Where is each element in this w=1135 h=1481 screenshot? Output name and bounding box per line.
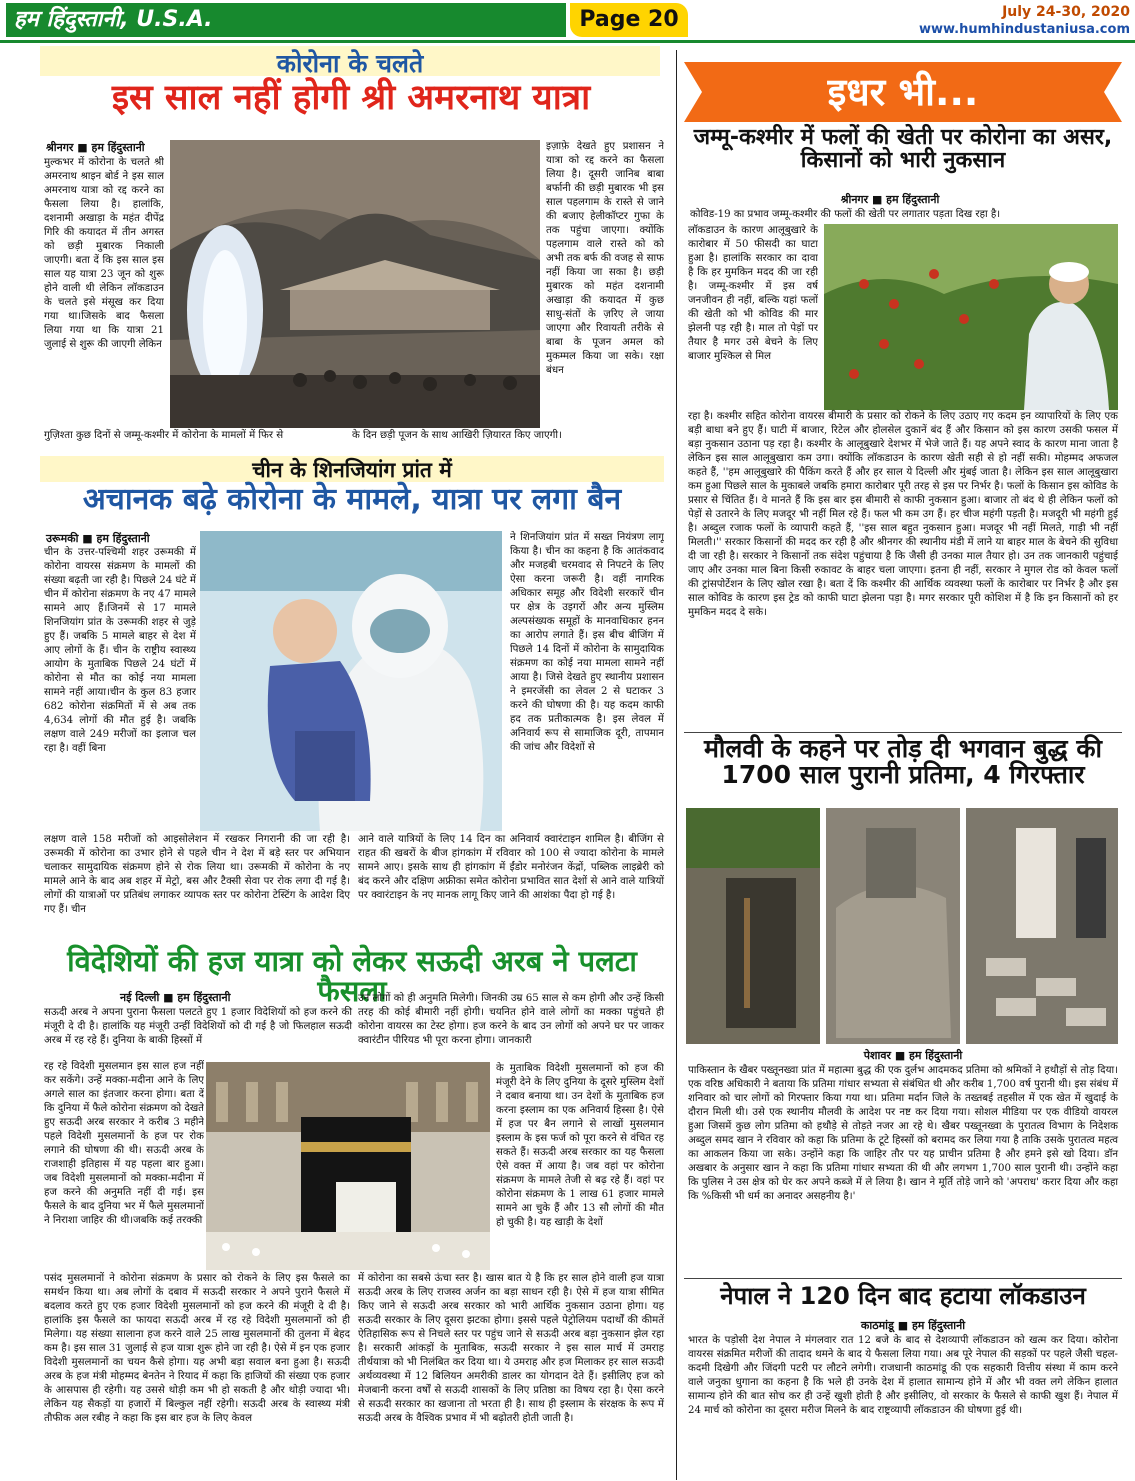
kaaba-illustration: [206, 1062, 490, 1270]
story3-top-right: उन लोगों को ही अनुमति मिलेगी। जिनकी उम्र 65 साल से कम होगी और उन्हें किसी तरह की कोई बीमारी नहीं होगी। चयनित होने वाले लोगों का मक्का पहुंचते ही कोरोना वायरस का टेस्ट होगा। हज करने के बाद उन लोगों को अपने घर पर जाकर क्वारंटीन पीरियड भी पूरा करना होगा। जानकारी: [358, 993, 664, 1046]
sidebar-story2-headline: मौलवी के कहने पर तोड़ दी भगवान बुद्ध की 1700 साल पुरानी प्रतिमा, 4 गिरफ्तार: [703, 734, 1103, 790]
story3-col3: के मुताबिक विदेशी मुसलमानों को हज की मंजूरी देने के लिए दुनिया के दूसरे मुस्लिम देशों ने दबाव बनाया था। उन देशों के मुताबिक हज करना इस्लाम का एक अनिवार्य हिस्सा है। ऐसे में हज पर बैन लगाने से लाखों मुसलमान इस्लाम के इस फर्ज को पूरा करने से वंचित रह सकते हैं। सऊदी अरब सरकार का यह फैसला ऐसे वक्त में आया है। जब वहां पर कोरोना संक्रमण के मामले तेजी से बढ़ रहे हैं। वहां पर कोरोना संक्रमण के 1 लाख 61 हजार मामले सामने आ चुके हैं और 13 सौ लोगों की मौत हो चुकी है। यह खाड़ी के देशों: [496, 1063, 664, 1228]
story3-col1: रह रहे विदेशी मुसलमान इस साल हज नहीं कर सकेंगे। उन्हें मक्का-मदीना आने के लिए अगले साल का इंतजार करना होगा। बता दें कि दुनिया में फैले कोरोना संक्रमण को देखते हुए सऊदी अरब सरकार ने करीब 3 महीने पहले विदेशी मुसलमानों के हज पर रोक लगाने की घोषणा की थी। सऊदी अरब के राजशाही इतिहास में यह पहला बार हुआ। जब विदेशी मुसलमानों को मक्का-मदीना में हज करने की अनुमति नहीं दी गई। इस फैसले के बाद दुनिया भर में फैले मुसलमानों ने निराशा जाहिर की थी।जबकि कई तरक्की: [44, 1061, 204, 1226]
masthead-rule: [0, 40, 1135, 43]
story1-bottom-left: गुज़िश्ता कुछ दिनों से जम्मू-कश्मीर में कोरोना के मामलों में फिर से: [44, 430, 284, 441]
sidebar-rule-2: [684, 1278, 1122, 1279]
ppe-worker-illustration: [200, 531, 502, 831]
fruit-orchard-illustration: [824, 224, 1118, 410]
story2-kicker: चीन के शिनजियांग प्रांत में: [252, 458, 452, 482]
story2-headline: अचानक बढ़े कोरोना के मामले, यात्रा पर लगा बैन: [82, 482, 622, 517]
sidebar-story3-body: भारत के पड़ोसी देश नेपाल ने मंगलवार रात 12 बजे के बाद से देशव्यापी लॉकडाउन को खत्म कर दिया। कोरोना वायरस संक्रमित मरीजों की तादाद थमने के बाद ये फैसला लिया गया। अब पूरे नेपाल की सड़कों पर पहले जैसी चहल-कदमी दिखेगी और जिंदगी पटरी पर लौटने लगेगी। राजधानी काठमांडू की एक सहकारी वित्तीय संस्था में काम करने वाले जनुका धुगाना का कहना है कि भले ही उनके देश में हालात सामान्य होने में और भी वक्त लगे लेकिन हालात सामान्य होने की बात सोच कर ही उन्हें खुशी होती है और इसीलिए, वो सरकार के फैसले से काफी खुश हैं। नेपाल में 24 मार्च को कोरोना का दूसरा मरीज मिलने के बाद राष्ट्रव्यापी लॉकडाउन की घोषणा हुई थी।: [688, 1335, 1118, 1416]
story2-bottom-right: आने वाले यात्रियों के लिए 14 दिन का अनिवार्य क्वारंटाइन शामिल है। बीजिंग से राहत की खबरों के बीज हांगकांग में रविवार को 100 से ज्यादा कोरोना के मामले सामने आए। इसके साथ ही हांगकांग में ईंडोर मनोरंजन केंद्रों, पब्लिक लाइब्रेरी को बंद करने और दक्षिण अफ्रीका समेत कोरोना प्रभावित सात देशों से आने वाले यात्रियों पर क्वारंटाइन के नए मानक लागू किए जाने की आशंका पैदा हो गई है।: [358, 834, 664, 901]
sidebar-banner-title: इधर भी...: [827, 70, 979, 114]
amarnath-cave-photo: [170, 140, 540, 428]
kaaba-photo: [206, 1062, 490, 1270]
story3-bottom-right: में कोरोना का सबसे ऊंचा स्तर है। खास बात ये है कि हर साल होने वाली हज यात्रा सऊदी अरब के लिए राजस्व अर्जन का बड़ा साधन रही है। ऐसे में हज यात्रा सीमित किए जाने से सऊदी अरब सरकार को भारी आर्थिक नुकसान उठाना होगा। यह सऊदी सरकार के लिए दूसरा झटका होगा। इससे पहले पेट्रोलियम पदार्थों की कीमतें ऐतिहासिक रूप से निचले स्तर पर पहुंच जाने से सऊदी अरब बड़ा नुकसान झेल रहा है। सरकारी आंकड़ों के मुताबिक, सऊदी सरकार ने इस साल मार्च में उमराह तीर्थयात्रा को भी निलंबित कर दिया था। ये उमराह और हज मिलाकर हर साल सऊदी अर्थव्यवस्था में 12 बिलियन अमरीकी डालर का योगदान देते हैं। इसीलिए हज को मेजबानी करना वर्षों से सऊदी शासकों के लिए प्रतिष्ठा का विषय रहा है। ऐसा करने से सऊदी सरकार का खजाना तो भरता ही है। साथ ही इस्लाम के संरक्षक के रूप में सऊदी अरब के वैश्विक प्रभाव में भी बढ़ोतरी होती जाती है।: [358, 1273, 664, 1424]
issue-date: July 24-30, 2020: [1002, 4, 1130, 20]
fruit-picking-photo: [824, 224, 1118, 410]
ppe-worker-child-photo: [200, 531, 502, 831]
story3-byline: नई दिल्ली ■ हम हिंदुस्तानी: [120, 991, 231, 1004]
story3-top-left: सऊदी अरब ने अपना पुराना फैसला पलटते हुए 1 हजार विदेशियों को हज करने की मंजूरी दे दी है। हालांकि यह मंजूरी उन्हीं विदेशियों को दी गई है जो फिलहाल सऊदी अरब में रह रहे हैं। दुनिया के बाकी हिस्सों में: [44, 1007, 352, 1046]
story1-bottom-right: के दिन छड़ी पूजन के साथ आखिरी ज़ियारत किए जाएगी।: [352, 430, 562, 441]
sidebar-rule-1: [684, 732, 1122, 733]
sidebar-banner: [684, 62, 1122, 122]
sidebar-story1-byline: श्रीनगर ■ हम हिंदुस्तानी: [840, 193, 940, 206]
sidebar-story1-lead: कोविड-19 का प्रभाव जम्मू-कश्मीर की फलों की खेती पर लगातार पड़ता दिख रहा है।: [690, 209, 1001, 220]
story1-byline: श्रीनगर ■ हम हिंदुस्तानी: [46, 141, 145, 154]
story1-col3: इज़ाफ़े देखते हुए प्रशासन ने यात्रा को रद्द करने का फैसला लिया है। दूसरी जानिब बाबा बर्फानी की छड़ी मुबारक भी इस साल पहलगाम के रास्ते से जाने की बजाए हेलीकॉप्टर गुफा के तक पहुंचा जाएगा। क्योंकि पहलगाम वाले रास्ते को को अभी तक बर्फ की वजह से साफ नहीं किया जा सका है। छड़ी मुबारक को महंत दशनामी अखाड़ा की कयादत में कुछ साधु-संतों के ज़रिए ले जाया जाएगा और रिवायती तरीके से बाबा के पूजन अमल को मुकम्मल किया जा सके। रक्षा बंधन: [546, 141, 664, 376]
sidebar-story3-byline: काठमांडू ■ हम हिंदुस्तानी: [860, 1319, 966, 1332]
sidebar-story1-col: लॉकडाउन के कारण आलूबुखारे के कारोबार में 50 फीसदी का घाटा हुआ है। हालांकि सरकार का दावा है कि हर मुमकिन मदद की जा रही है। जम्मू-कश्मीर में इस वर्ष जनजीवन ही नहीं, बल्कि यहां फलों की खेती को भी कोविड की मार झेलनी पड़ रही है। माल तो पेड़ों पर तैयार है मगर उसे बेचने के लिए बाजार मुश्किल से मिल: [688, 225, 818, 362]
page-number: Page 20: [570, 3, 688, 37]
sidebar-story1-body: रहा है। कश्मीर सहित कोरोना वायरस बीमारी के प्रसार को रोकने के लिए उठाए गए कदम इन व्यापारियों के लिए एक बड़ी बाधा बने हुए हैं। घाटी में बाजार, रिटेल और होलसेल दुकानें बंद हैं और किसान को इस कारण उसकी फसल में बड़ा नुकसान उठाना पड़ रहा है। कश्मीर के आलूबुखारे देशभर में भेजे जाते हैं। यह अपने स्वाद के कारण माना जाता है लेकिन इस साल आलूबुखारा कम उगा। क्योंकि लॉकडाउन के कारण खेती सही से हो नहीं सकी। मोहम्मद अफजल कहते हैं, ''हम आलूबुखारे की पैकिंग करते हैं और हर साल ये दिल्ली और मुंबई जाता है। लेकिन इस साल आलूबुखारा कम हुआ पिछले साल के मुकाबले जबकि हमारा कारोबार पूरी तरह से इस पर निर्भर है। फलों के किसान इस कोविड के प्रसार से चिंतित हैं। वे मानते हैं कि इस बार इस बीमारी से काफी नुकसान हुआ। बाजार तो बंद थे ही लेकिन फलों को पेड़ों से उतारने के लिए मजदूर भी नहीं मिल रहे हैं। फल भी कम उग हैं। हर चीज महंगी पड़ती है। मजदूरी भी महंगी हुई है। अब्दुल रजाक फलों के व्यापारी कहते हैं, ''इस साल बहुत नुकसान हुआ। मजदूर भी नहीं मिलते, गाड़ी भी नहीं मिलती।'' सरकार किसानों की मदद कर रही है और श्रीनगर की स्थानीय मंडी में लाने या बाहर माल के बेचने की सुविधा दी जा रही है। सरकार ने किसानों तक संदेश पहुंचाया है कि जैसी ही उनका माल तैयार हो। उन तक जानकारी पहुंचाई जाए और उनका माल बिना किसी रुकावट के बाहर चला जाएगा। इतना ही नहीं, सरकार ने मुगल रोड को केवल फलों की ट्रांसपोर्टेशन के लिए खोल रखा है। बता दें कि कश्मीर की आर्थिक व्यवस्था फलों के कारोबार पर निर्भर है और इस साल कोविड के कारण इस ट्रेड को काफी घाटा झेलना पड़ा है। मगर सरकार पूरी कोशिश में है कि इन किसानों को हर मुमकिन मदद दे सके।: [688, 411, 1118, 618]
amarnath-cave-illustration: [170, 140, 540, 428]
story3-bottom-left: पसंद मुसलमानों ने कोरोना संक्रमण के प्रसार को रोकने के लिए इस फैसले का समर्थन किया था। अब लोगों के दबाव में सऊदी सरकार ने अपने पुराने फैसले में बदलाव करते हुए एक हजार विदेशी मुसलमानों को हज करने की मंजूरी दे दी है। हालांकि इस फैसले का फायदा सऊदी अरब में रह रहे विदेशी मुसलमानों को ही मिलेगा। यह संख्या सालाना हज करने वाले 25 लाख मुसलमानों की तुलना में बेहद कम है। इस साल 31 जुलाई से हज यात्रा शुरू होने जा रही है। ऐसे में इन एक हजार विदेशी मुसलमानों का चयन कैसे होगा। यह अभी बड़ा सवाल बना हुआ है। सऊदी अरब के हज मंत्री मोहम्मद बेनतेन ने रियाद में कहा कि हाजियों की संख्या एक हजार के आसपास ही रहेगी। यह उससे थोड़ी कम भी हो सकती है और थोड़ी ज्यादा भी। लेकिन यह सैकड़ों या हजारों में बिल्कुल नहीं रहेगी। सऊदी अरब के स्वास्थ्य मंत्री तौफीक अल रबीह ने कहा कि इस बार हज के लिए केवल: [44, 1273, 350, 1424]
statue-excavation-illustration: [686, 808, 1118, 1044]
buddha-statue-photos: [686, 808, 1118, 1044]
story2-bottom-left: लक्षण वाले 158 मरीजों को आइसोलेशन में रखकर निगरानी की जा रही है। उरूमकी में कोरोना का उभार होने से पहले चीन ने देश में बड़े स्तर पर अभियान चलाकर सामुदायिक संक्रमण होने से रोक लिया था। उरूमकी में कोरोना के नए मामले आने के बाद अब शहर में मेट्रो, बस और टैक्सी सेवा पर रोक लगा दी गई है।लोगों की यात्राओं पर प्रतिबंध लगाकर व्यापक स्तर पर कोरोना टेस्टिंग के आदेश दिए गए हैं। चीन: [44, 834, 350, 915]
story2-byline: उरूमकी ■ हम हिंदुस्तानी: [46, 532, 150, 545]
story1-col1: मुल्कभर में कोरोना के चलते श्री अमरनाथ श्राइन बोर्ड ने इस साल अमरनाथ यात्रा को रद्द करने का फैसला लिया है। हालांकि, दशनामी अखाड़ा के महंत दीपेंद्र गिरि की कयादत में तीन अगस्त को छड़ी मुबारक निकाली जाएगी। बता दें कि इस साल इस साल यह यात्रा 23 जून को शुरू होने वाली थी लेकिन लॉकडाउन के चलते इसे मंसूख कर दिया गया था।जिसके बाद फैसला लिया गया था कि यात्रा 21 जुलाई से शुरू की जाएगी लेकिन: [44, 157, 164, 350]
sidebar-story1-headline: जम्मू-कश्मीर में फलों की खेती पर कोरोना का असर, किसानों को भारी नुकसान: [693, 125, 1113, 174]
sidebar-story2-byline: पेशावर ■ हम हिंदुस्तानी: [863, 1049, 963, 1062]
sidebar-divider: [676, 50, 677, 1480]
masthead-brand: हम हिंदुस्तानी, U.S.A.: [6, 3, 566, 37]
sidebar-story3-headline: नेपाल ने 120 दिन बाद हटाया लॉकडाउन: [720, 1282, 1086, 1310]
website-url[interactable]: www.humhindustaniusa.com: [918, 22, 1130, 37]
story3-headline: विदेशियों की हज यात्रा को लेकर सऊदी अरब ने पलटा फैसला: [67, 944, 637, 1009]
story1-headline: इस साल नहीं होगी श्री अमरनाथ यात्रा: [111, 78, 591, 118]
sidebar-story2-body: पाकिस्तान के खैबर पख्तूनख्वा प्रांत में महात्मा बुद्ध की एक दुर्लभ आदमकद प्रतिमा को श्रमिकों ने हथौड़ों से तोड़ दिया। एक वरिष्ठ अधिकारी ने बताया कि प्रतिमा गांधार सभ्यता से संबंधित थी और करीब 1,700 वर्ष पुरानी थी। इस संबंध में शनिवार को चार लोगों को गिरफ्तार किया गया था। प्रतिमा मर्दान जिले के तख्तबई तहसील में एक खेत में खुदाई के दौरान मिली थी। उसे एक स्थानीय मौलवी के आदेश पर नष्ट कर दिया गया। सोशल मीडिया पर एक वीडियो वायरल हुआ जिसमें कुछ लोग प्रतिमा को हथौड़े से तोड़ते नजर आ रहे थे। खैबर पख्तूनख्वा के पुरातत्व विभाग के निदेशक अब्दुल समद खान ने रविवार को कहा कि प्रतिमा के टूटे हिस्सों को बरामद कर लिया गया है ताकि उसके पुरातत्व महत्व का आकलन किया जा सके। उन्होंने कहा कि जाहिर तौर पर यह प्राचीन प्रतिमा है और हमने इसे खो दिया। डॉन अखबार के अनुसार खान ने कहा कि प्रतिमा गांधार सभ्यता की थी और लगभग 1,700 साल पुरानी थी। उन्होंने कहा कि पुलिस ने उस क्षेत्र को घेर कर अपने कब्जे में ले लिया है। खान ने मूर्ति तोड़े जाने को 'अपराध' करार दिया और कहा कि %किसी भी धर्म का अनादर असहनीय है।': [688, 1065, 1118, 1202]
story1-kicker: कोरोना के चलते: [276, 49, 424, 78]
story2-col3: ने शिनजियांग प्रांत में सख्त नियंत्रण लागू किया है। चीन का कहना है कि आतंकवाद और मजहबी चरमवाद से निपटने के लिए ऐसा करना जरूरी है। वहीं नागरिक अधिकार समूह और विदेशी सरकारें चीन पर क्षेत्र के उइगरों और अन्य मुस्लिम अल्पसंख्यक समूहों के मानवाधिकार हनन का आरोप लगाते हैं। इस बीच बीजिंग में पिछले 14 दिनों में कोरोना के सामुदायिक संक्रमण का कोई नया मामला सामने नहीं आया है। जिसे देखते हुए स्थानीय प्रशासन ने इमरजेंसी का लेवल 2 से घटाकर 3 करने की घोषणा की है। यह कदम काफी हद तक प्रतीकात्मक है। इस लेवल में अनिवार्य रूप से सामाजिक दूरी, तापमान की जांच और विदेशों से: [510, 532, 664, 753]
story2-col1: चीन के उत्तर-पश्चिमी शहर उरूमकी में कोरोना वायरस संक्रमण के मामलों की संख्या बढ़ती जा रही है। पिछले 24 घंटे में चीन में कोरोना संक्रमण के नए 47 मामले सामने आए हैं।जिनमें से 17 मामले शिनजियांग प्रांत के उरूमकी शहर से जुड़े हुए हैं। जबकि 5 मामले बाहर से देश में आए लोगों के हैं। चीन के राष्ट्रीय स्वास्थ्य आयोग के मुताबिक पिछले 24 घंटों में कोरोना से मौत का कोई नया मामला सामने नहीं आया।चीन के कुल 83 हजार 682 कोरोना संक्रमितों में से अब तक 4,634 लोगों की मौत हुई है। जबकि लक्षण वाले 249 मरीजों का इलाज चल रहा है। वहीं बिना: [44, 547, 196, 754]
